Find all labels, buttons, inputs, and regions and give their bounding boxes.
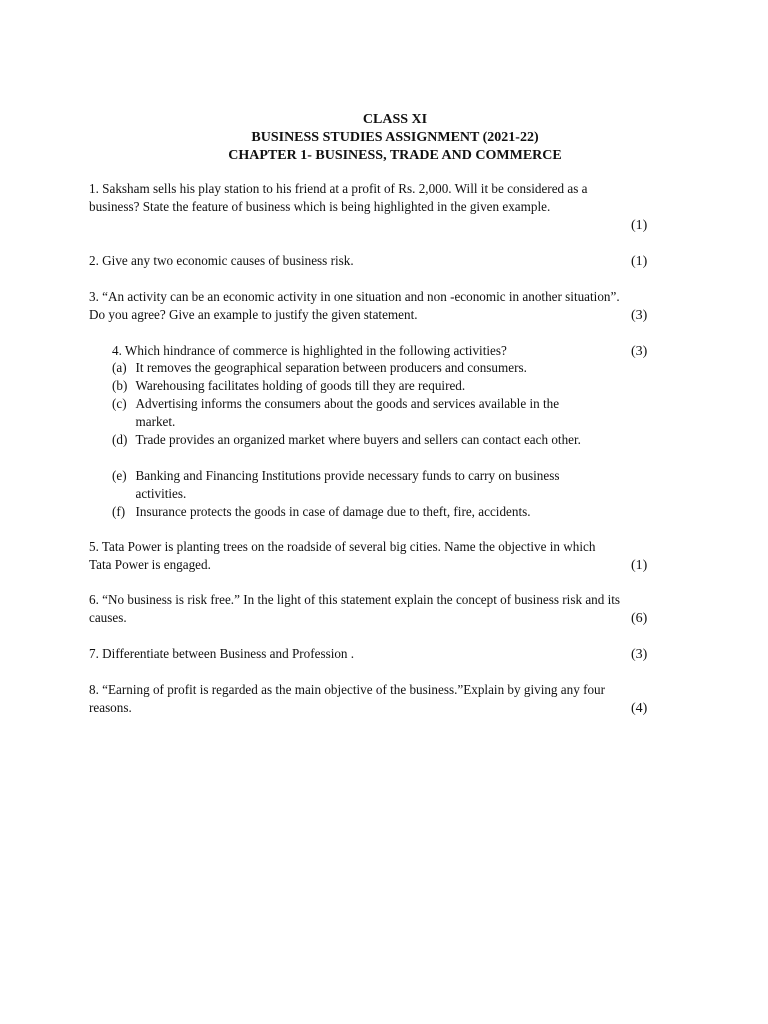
assignment-title: BUSINESS STUDIES ASSIGNMENT (2021-22) (251, 130, 539, 145)
question-3-marks: (3) (631, 308, 648, 323)
question-5-marks: (1) (631, 558, 648, 573)
option-text: Advertising informs the consumers about the goods and services available in the market. (135, 397, 560, 430)
option-text: Trade provides an organized market where buyers and sellers can contact each other. (135, 433, 581, 448)
option-label: (b) (112, 379, 128, 394)
question-4-option-a (112, 360, 601, 378)
question-7-text: 7. Differentiate between Business and Profession . (89, 647, 355, 662)
question-4-option-d (112, 432, 601, 450)
question-8-marks: (4) (631, 701, 648, 716)
question-4-text: 4. Which hindrance of commerce is highlighted in the following activities? (112, 344, 507, 359)
question-4-option-b (112, 378, 601, 396)
option-label: (e) (112, 469, 127, 484)
option-label: (c) (112, 397, 127, 412)
class-heading: CLASS XI (362, 112, 428, 127)
question-6-marks: (6) (631, 611, 648, 626)
option-text: It removes the geographical separation between producers and consumers. (135, 361, 527, 376)
question-5-text: 5. Tata Power is planting trees on the roadside of several big cities. Name the objective in which Tata Power is engaged. (89, 540, 596, 573)
option-label: (d) (112, 433, 128, 448)
question-4-marks: (3) (631, 344, 648, 359)
question-2-marks: (1) (631, 254, 648, 269)
question-8-text: 8. “Earning of profit is regarded as the main objective of the business.”Explain by giving any four reasons. (89, 683, 606, 716)
question-6-text: 6. “No business is risk free.” In the light of this statement explain the concept of business risk and its causes. (89, 593, 621, 626)
option-text: Insurance protects the goods in case of damage due to theft, fire, accidents. (135, 505, 531, 520)
option-text: Warehousing facilitates holding of goods till they are required. (135, 379, 466, 394)
option-label: (a) (112, 361, 127, 376)
question-4-option-c (112, 396, 601, 432)
question-1-text: 1. Saksham sells his play station to his friend at a profit of Rs. 2,000. Will it be considered as a business? State the feature of business which is being highlighted in the given example. (89, 182, 588, 215)
question-4-option-e (112, 468, 601, 504)
question-1-marks: (1) (631, 218, 648, 233)
question-2-text: 2. Give any two economic causes of business risk. (89, 254, 354, 269)
option-label: (f) (112, 505, 126, 520)
option-text: Banking and Financing Institutions provide necessary funds to carry on business activities. (135, 469, 560, 502)
question-4-option-f (112, 504, 601, 522)
question-7-marks: (3) (631, 647, 648, 662)
question-3-text: 3. “An activity can be an economic activity in one situation and non -economic in another situation”. Do you agree? Give an example to justify the given statement. (89, 290, 620, 323)
chapter-title: CHAPTER 1- BUSINESS, TRADE AND COMMERCE (228, 148, 562, 163)
